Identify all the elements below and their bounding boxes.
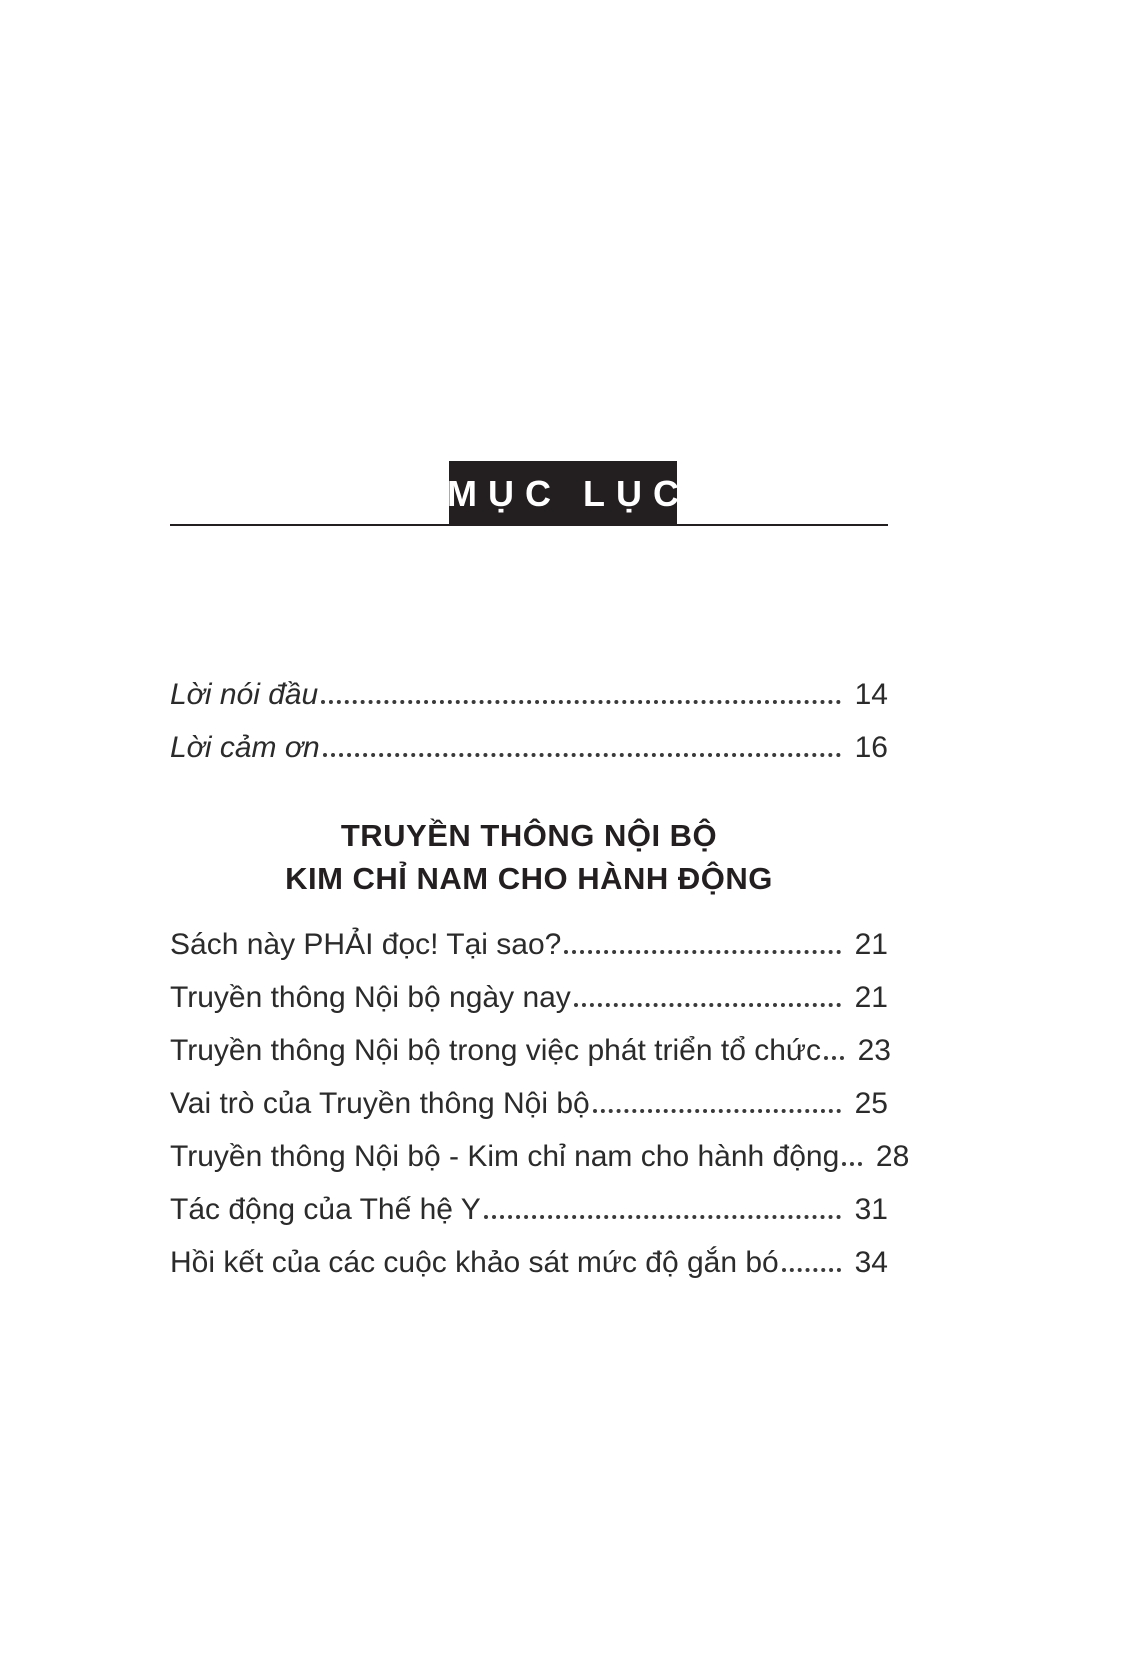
dot-leader bbox=[574, 1003, 841, 1007]
toc-title-box bbox=[447, 461, 690, 526]
dot-leader bbox=[321, 700, 841, 704]
toc-entry-page: 21 bbox=[854, 928, 888, 961]
toc-entry bbox=[170, 1130, 910, 1183]
toc-entry bbox=[170, 1077, 888, 1130]
toc-entry-page: 23 bbox=[857, 1034, 891, 1067]
dot-leader bbox=[782, 1268, 841, 1272]
toc-entry-loi-cam-on bbox=[170, 721, 888, 774]
toc-entry-page: 25 bbox=[854, 1087, 888, 1120]
toc-list bbox=[170, 668, 910, 1289]
section-heading-line1: TRUYỀN THÔNG NỘI BỘ bbox=[340, 818, 718, 853]
toc-entry-label: Tác động của Thế hệ Y bbox=[170, 1193, 481, 1226]
toc-entry bbox=[170, 971, 888, 1024]
toc-entry-label: Hồi kết của các cuộc khảo sát mức độ gắn bó bbox=[170, 1246, 779, 1279]
toc-entry-loi-noi-dau bbox=[170, 668, 888, 721]
page-title: MỤC LỤC bbox=[447, 472, 690, 514]
dot-leader bbox=[842, 1162, 862, 1166]
toc-entry bbox=[170, 1183, 888, 1236]
toc-entry-label: Sách này PHẢI đọc! Tại sao? bbox=[170, 928, 562, 961]
section-heading bbox=[170, 814, 888, 900]
toc-entry-label: Truyền thông Nội bộ ngày nay bbox=[170, 981, 571, 1014]
toc-entry bbox=[170, 918, 888, 971]
dot-leader bbox=[484, 1215, 841, 1219]
toc-entry-page: 31 bbox=[854, 1193, 888, 1226]
toc-entry-label: Truyền thông Nội bộ trong việc phát triển tổ chức bbox=[170, 1034, 821, 1067]
toc-entry-page: 28 bbox=[875, 1140, 910, 1173]
toc-entry bbox=[170, 1236, 888, 1289]
toc-entry-page: 16 bbox=[854, 731, 888, 764]
dot-leader bbox=[323, 753, 841, 757]
dot-leader bbox=[593, 1109, 841, 1113]
toc-entry-label: Lời nói đầu bbox=[170, 678, 319, 711]
toc-entry-page: 14 bbox=[854, 678, 888, 711]
toc-entry-page: 21 bbox=[854, 981, 888, 1014]
toc-entry bbox=[170, 1024, 891, 1077]
toc-entry-label: Vai trò của Truyền thông Nội bộ bbox=[170, 1087, 590, 1120]
toc-entry-label: Lời cảm ơn bbox=[170, 731, 320, 764]
dot-leader bbox=[564, 950, 841, 954]
toc-entry-label: Truyền thông Nội bộ - Kim chỉ nam cho hành động bbox=[170, 1140, 840, 1173]
section-heading-line2: KIM CHỈ NAM CHO HÀNH ĐỘNG bbox=[285, 861, 773, 896]
dot-leader bbox=[824, 1056, 844, 1060]
toc-entry-page: 34 bbox=[854, 1246, 888, 1279]
